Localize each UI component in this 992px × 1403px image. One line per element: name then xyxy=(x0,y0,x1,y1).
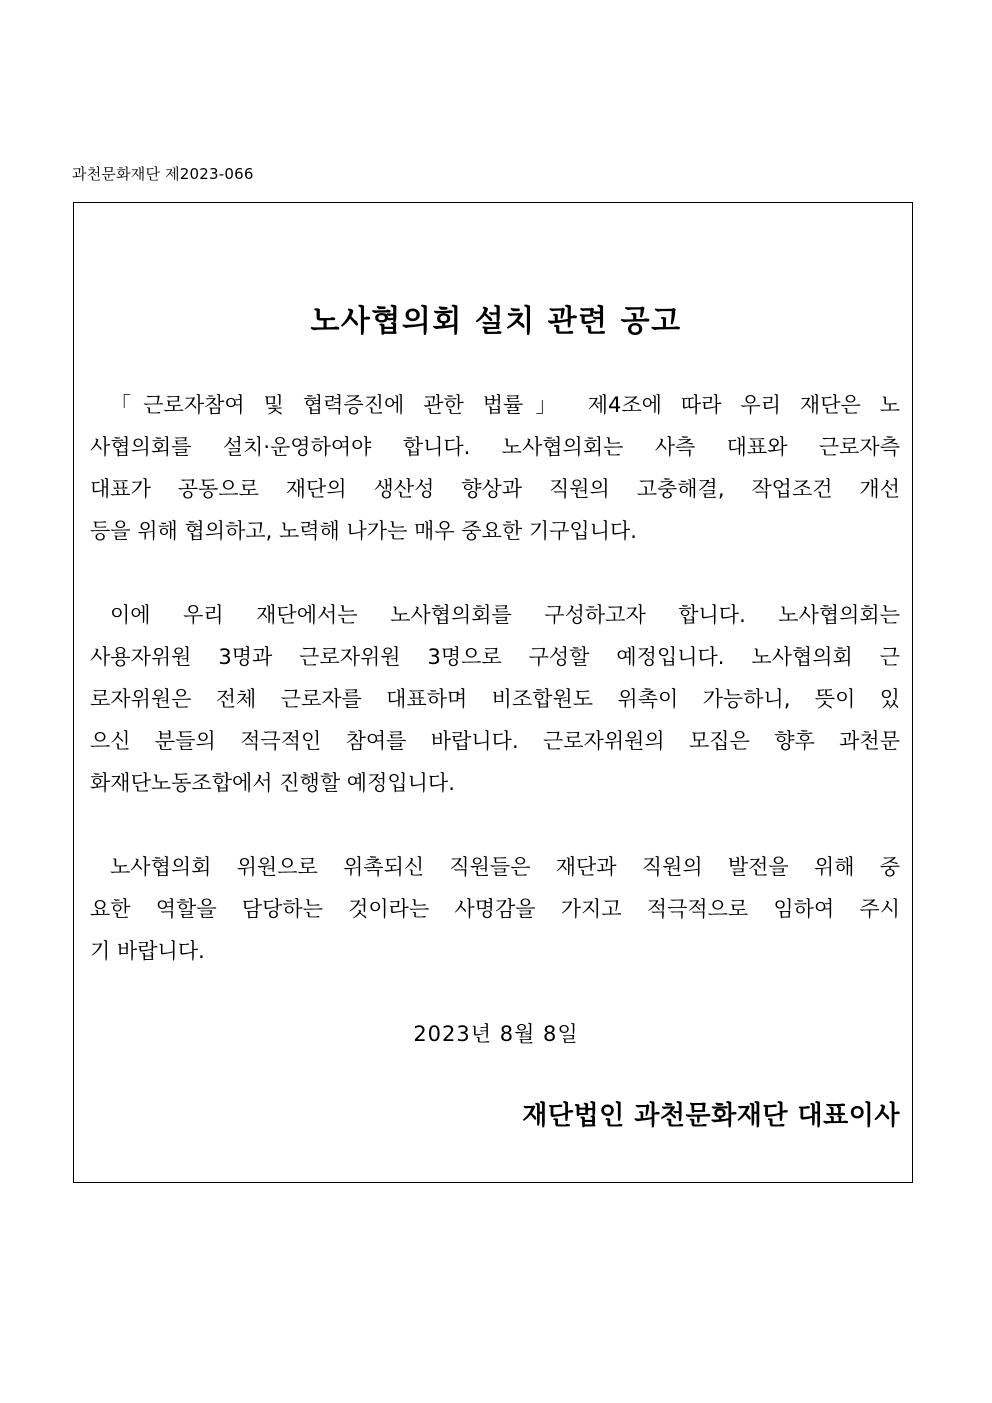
document-number: 과천문화재단 제2023-066 xyxy=(72,165,254,183)
paragraph-legal-basis xyxy=(90,384,900,552)
paragraph-line: 기 바랍니다. xyxy=(90,939,205,963)
paragraph-line: 사용자위원 3명과 근로자위원 3명으로 구성할 예정입니다. 노사협의회 근 xyxy=(90,645,900,669)
notice-date: 2023년 8월 8일 xyxy=(413,1022,579,1046)
paragraph-line: 사협의회를 설치·운영하여야 합니다. 노사협의회는 사측 대표와 근로자측 xyxy=(90,435,900,459)
paragraph-line: 대표가 공동으로 재단의 생산성 향상과 직원의 고충해결, 작업조건 개선 xyxy=(90,477,900,501)
paragraph-line: 노사협의회 위원으로 위촉되신 직원들은 재단과 직원의 발전을 위해 중 xyxy=(110,855,900,879)
paragraph-line: 로자위원은 전체 근로자를 대표하며 비조합원도 위촉이 가능하니, 뜻이 있 xyxy=(90,687,900,711)
paragraph-line: 으신 분들의 적극적인 참여를 바랍니다. 근로자위원의 모집은 향후 과천문 xyxy=(90,729,900,753)
issuer-signature: 재단법인 과천문화재단 대표이사 xyxy=(522,1101,900,1131)
paragraph-line: 화재단노동조합에서 진행할 예정입니다. xyxy=(90,771,455,795)
paragraph-composition xyxy=(90,594,900,804)
paragraph-line: 「근로자참여 및 협력증진에 관한 법률」 제4조에 따라 우리 재단은 노 xyxy=(110,393,900,417)
paragraph-line: 이에 우리 재단에서는 노사협의회를 구성하고자 합니다. 노사협의회는 xyxy=(110,603,900,627)
paragraph-line: 등을 위해 협의하고, 노력해 나가는 매우 중요한 기구입니다. xyxy=(90,519,637,543)
notice-title: 노사협의회 설치 관련 공고 xyxy=(310,304,682,339)
paragraph-line: 요한 역할을 담당하는 것이라는 사명감을 가지고 적극적으로 임하여 주시 xyxy=(90,897,900,921)
paragraph-closing xyxy=(90,846,900,972)
